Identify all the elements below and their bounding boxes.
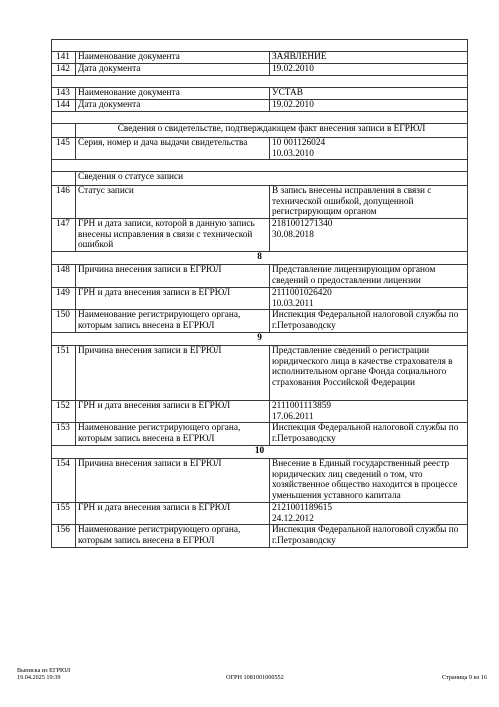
row-value: УСТАВ [270, 88, 468, 100]
spacer-row [52, 76, 468, 88]
table-row [52, 310, 468, 333]
certificate-section-header: Сведения о свидетельстве, подтверждающем факт внесения записи в ЕГРЮЛ [76, 124, 468, 138]
row-value: 2111001026420 10.03.2011 [270, 288, 468, 310]
spacer-row [52, 160, 468, 172]
table-row [52, 401, 468, 423]
row-label: Наименование документа [76, 88, 270, 100]
table-row [52, 138, 468, 160]
section-number-row [52, 333, 468, 346]
footer-extract-info: Выписка из ЕГРЮЛ 19.04.2025 19:39 [17, 667, 71, 681]
row-number: 153 [52, 423, 76, 446]
row-label: Причина внесения записи в ЕГРЮЛ [76, 346, 270, 401]
section-number-row [52, 446, 468, 459]
table-row [52, 423, 468, 446]
row-number: 142 [52, 64, 76, 76]
row-number: 149 [52, 288, 76, 310]
egrul-extract-table [51, 39, 468, 548]
row-value: Представление лицензирующим органом сведений о предоставлении лицензии [270, 265, 468, 288]
table-row [52, 525, 468, 548]
table-row [52, 186, 468, 219]
section-header-row [52, 124, 468, 138]
row-value: 2121001189615 24.12.2012 [270, 503, 468, 525]
row-label: ГРН и дата внесения записи в ЕГРЮЛ [76, 503, 270, 525]
row-value: 19.02.2010 [270, 64, 468, 76]
row-label: Серия, номер и дача выдачи свидетельства [76, 138, 270, 160]
row-value: ЗАЯВЛЕНИЕ [270, 52, 468, 64]
status-section-header: Сведения о статусе записи [76, 172, 468, 186]
table-row [52, 346, 468, 401]
table-row [52, 288, 468, 310]
table-row [52, 503, 468, 525]
row-number: 155 [52, 503, 76, 525]
section-number: 9 [52, 333, 468, 346]
row-label: Причина внесения записи в ЕГРЮЛ [76, 459, 270, 503]
row-value: Внесение в Единый государственный реестр юридических лиц сведений о том, что хозяйственное общество находится в процессе уменьшения уставного капитала [270, 459, 468, 503]
row-label: Наименование документа [76, 52, 270, 64]
section-number-row [52, 252, 468, 265]
row-value: В запись внесены исправления в связи с технической ошибкой, допущенной регистрирующим органом [270, 186, 468, 219]
row-number: 145 [52, 138, 76, 160]
spacer-row [52, 40, 468, 52]
row-number: 150 [52, 310, 76, 333]
row-label: Наименование регистрирующего органа, которым запись внесена в ЕГРЮЛ [76, 310, 270, 333]
row-number: 148 [52, 265, 76, 288]
row-value: Инспекция Федеральной налоговой службы по г.Петрозаводску [270, 525, 468, 548]
table-row [52, 459, 468, 503]
section-number: 10 [52, 446, 468, 459]
spacer-row [52, 112, 468, 124]
row-number: 152 [52, 401, 76, 423]
table-row [52, 88, 468, 100]
row-value: 2111001113859 17.06.2011 [270, 401, 468, 423]
row-label: Статус записи [76, 186, 270, 219]
footer-ogrn: ОГРН 1081001000552 [226, 674, 284, 681]
row-label: ГРН и дата внесения записи в ЕГРЮЛ [76, 401, 270, 423]
row-label: Причина внесения записи в ЕГРЮЛ [76, 265, 270, 288]
row-label: Дата документа [76, 100, 270, 112]
row-value: Представление сведений о регистрации юридического лица в качестве страхователя в исполнительном органе Фонда социального страхования Российской Федерации [270, 346, 468, 401]
row-value: 10 001126024 10.03.2010 [270, 138, 468, 160]
section-header-row [52, 172, 468, 186]
row-value: Инспекция Федеральной налоговой службы по г.Петрозаводску [270, 423, 468, 446]
row-number: 156 [52, 525, 76, 548]
row-number: 146 [52, 186, 76, 219]
row-label: Наименование регистрирующего органа, которым запись внесена в ЕГРЮЛ [76, 525, 270, 548]
section-number: 8 [52, 252, 468, 265]
row-value: Инспекция Федеральной налоговой службы по г.Петрозаводску [270, 310, 468, 333]
row-number: 143 [52, 88, 76, 100]
row-label: ГРН и дата внесения записи в ЕГРЮЛ [76, 288, 270, 310]
row-value: 19.02.2010 [270, 100, 468, 112]
row-label: ГРН и дата записи, которой в данную запись внесены исправления в связи с технической ошибкой [76, 219, 270, 252]
row-number: 144 [52, 100, 76, 112]
table-row [52, 265, 468, 288]
row-number: 154 [52, 459, 76, 503]
table-row [52, 52, 468, 64]
table-row [52, 100, 468, 112]
row-label: Наименование регистрирующего органа, которым запись внесена в ЕГРЮЛ [76, 423, 270, 446]
row-number: 141 [52, 52, 76, 64]
row-value: 2181001271340 30.08.2018 [270, 219, 468, 252]
row-number: 151 [52, 346, 76, 401]
footer-page-number: Страница 9 из 16 [441, 674, 487, 681]
table-row [52, 219, 468, 252]
row-number: 147 [52, 219, 76, 252]
table-row [52, 64, 468, 76]
row-label: Дата документа [76, 64, 270, 76]
